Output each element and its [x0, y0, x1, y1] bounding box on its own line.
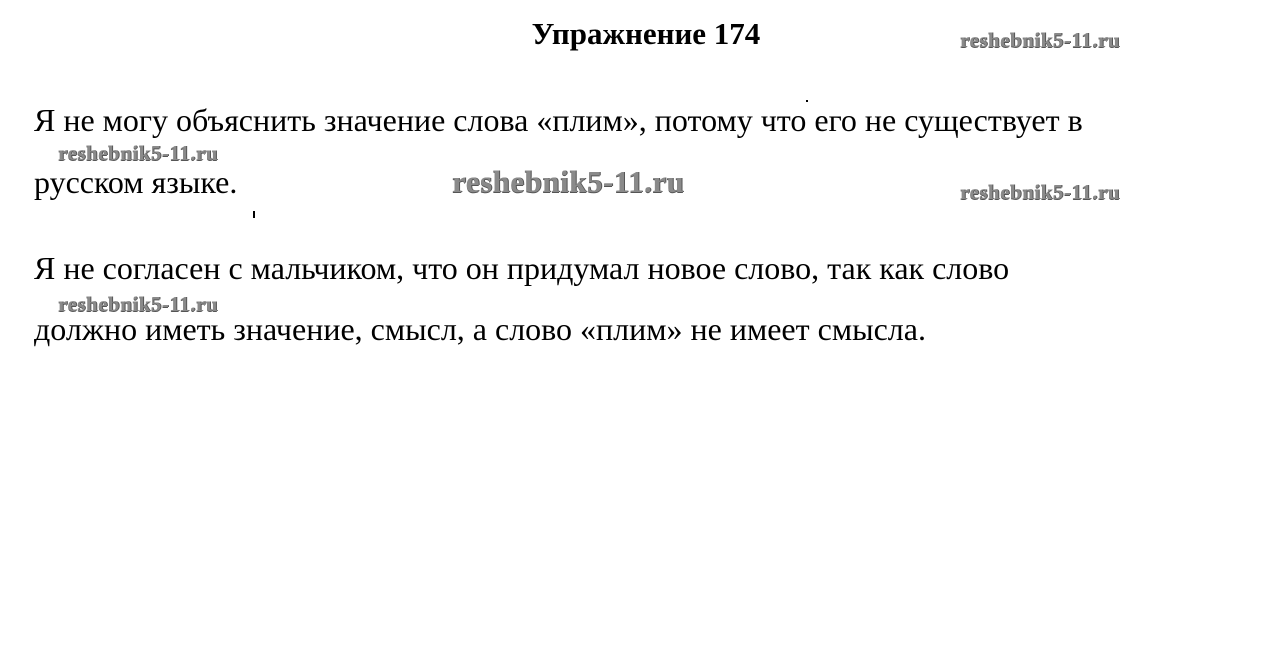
scan-speck: [806, 100, 808, 102]
paragraph-2-line-2: должно иметь значение, смысл, а слово «плим» не имеет смысла.: [34, 311, 926, 347]
scan-speck: [253, 211, 255, 218]
watermark-top-right: reshebnik5-11.ru: [960, 28, 1120, 52]
watermark-center: reshebnik5-11.ru: [452, 164, 685, 199]
watermark-left-2: reshebnik5-11.ru: [58, 292, 218, 316]
watermark-left-1: reshebnik5-11.ru: [58, 141, 218, 165]
paragraph-1-line-1: Я не могу объяснить значение слова «плим», потому что его не существует в: [34, 102, 1083, 138]
watermark-right-2: reshebnik5-11.ru: [960, 180, 1120, 204]
paragraph-2-line-1: Я не согласен с мальчиком, что он придумал новое слово, так как слово: [34, 250, 1010, 286]
paragraph-1-line-2: русском языке.: [34, 164, 238, 200]
exercise-title: Упражнение 174: [531, 16, 761, 51]
